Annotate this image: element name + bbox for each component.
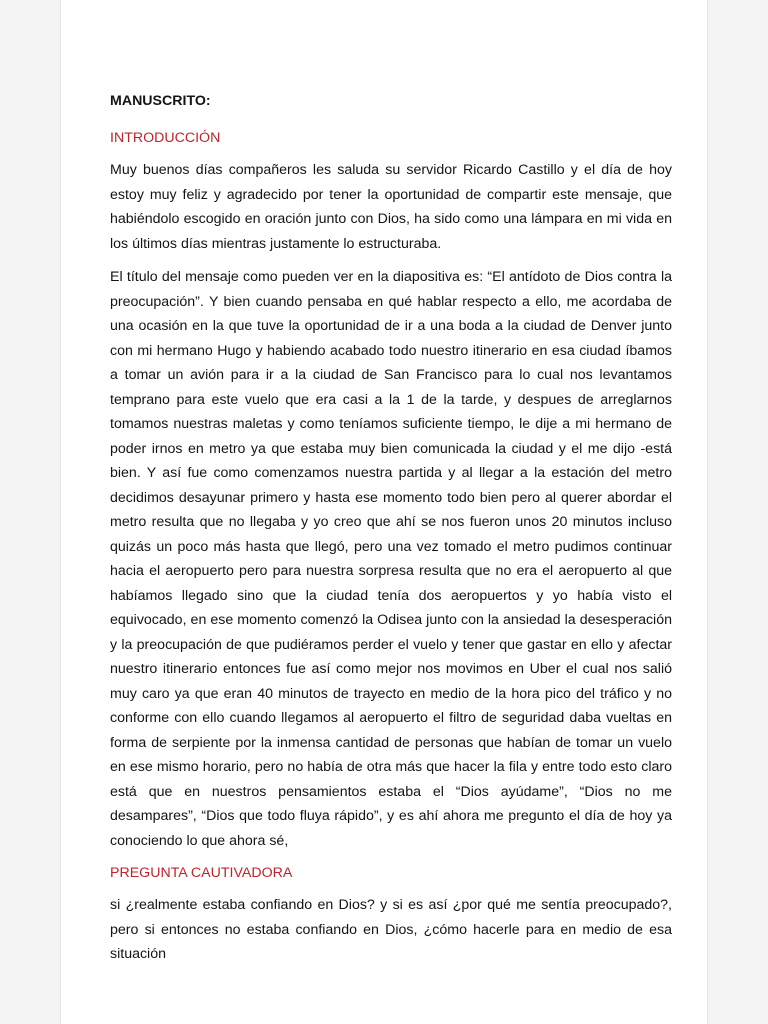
intro-heading: INTRODUCCIÓN [110,130,221,146]
question-heading: PREGUNTA CAUTIVADORA [110,865,293,881]
story-paragraph: El título del mensaje como pueden ver en la diapositiva es: “El antídoto de Dios contra la preocupación”. Y bien cuando pensaba en qué hablar respecto a ello, me acordaba de una ocasión en la que tuve la oportunidad de ir a una boda a la ciudad de Denver junto con mi hermano Hugo y habiendo acabado todo nuestro itinerario en esa ciudad íbamos a tomar un avión para ir a la ciudad de San Francisco para lo cual nos levantamos temprano para este vuelo que era casi a la 1 de la tarde, y despues de arreglarnos tomamos nuestras maletas y como teníamos suficiente tiempo, le dije a mi hermano de poder irnos en metro ya que estaba muy bien comunicada la ciudad y el me dijo -está bien. Y así fue como comenzamos nuestra partida y al llegar a la estación del metro decidimos desayunar primero y hasta ese momento todo bien pero al querer abordar el metro resulta que no llegaba y yo creo que ahí se nos fueron unos 20 minutos incluso quizás un poco más hasta que llegó, pero una vez tomado el metro pudimos continuar hacia el aeropuerto pero para nuestra sorpresa resulta que no era el aeropuerto al que habíamos llegado sino que la ciudad tenía dos aeropuertos y yo había visto el equivocado, en ese momento comenzó la Odisea junto con la ansiedad la desesperación y la preocupación de que pudiéramos perder el vuelo y tener que gastar en ello y afectar nuestro itinerario entonces fue así como mejor nos movimos en Uber el cual nos salió muy caro ya que eran 40 minutos de trayecto en medio de la hora pico del tráfico y no conforme con ello cuando llegamos al aeropuerto el filtro de seguridad daba vueltas en forma de serpiente por la inmensa cantidad de personas que habían de tomar un vuelo en ese mismo horario, pero no había de otra más que hacer la fila y entre todo esto claro está que en nuestros pensamientos estaba el “Dios ayúdame”, “Dios no me desampares”, “Dios que todo fluya rápido”, y es ahí ahora me pregunto el día de hoy ya conociendo lo que ahora sé, [110,269,672,849]
page-content [110,92,672,967]
manuscript-label: MANUSCRITO: [110,93,211,109]
intro-paragraph: Muy buenos días compañeros les saluda su servidor Ricardo Castillo y el día de hoy estoy muy feliz y agradecido por tener la oportunidad de compartir este mensaje, que habiéndolo escogido en oración junto con Dios, ha sido como una lámpara en mi vida en los últimos días mientras justamente lo estructuraba. [110,162,672,252]
question-paragraph: si ¿realmente estaba confiando en Dios? y si es así ¿por qué me sentía preocupado?, pero si entonces no estaba confiando en Dios, ¿cómo hacerle para en medio de esa situación [110,897,672,962]
document-page [60,0,708,1024]
